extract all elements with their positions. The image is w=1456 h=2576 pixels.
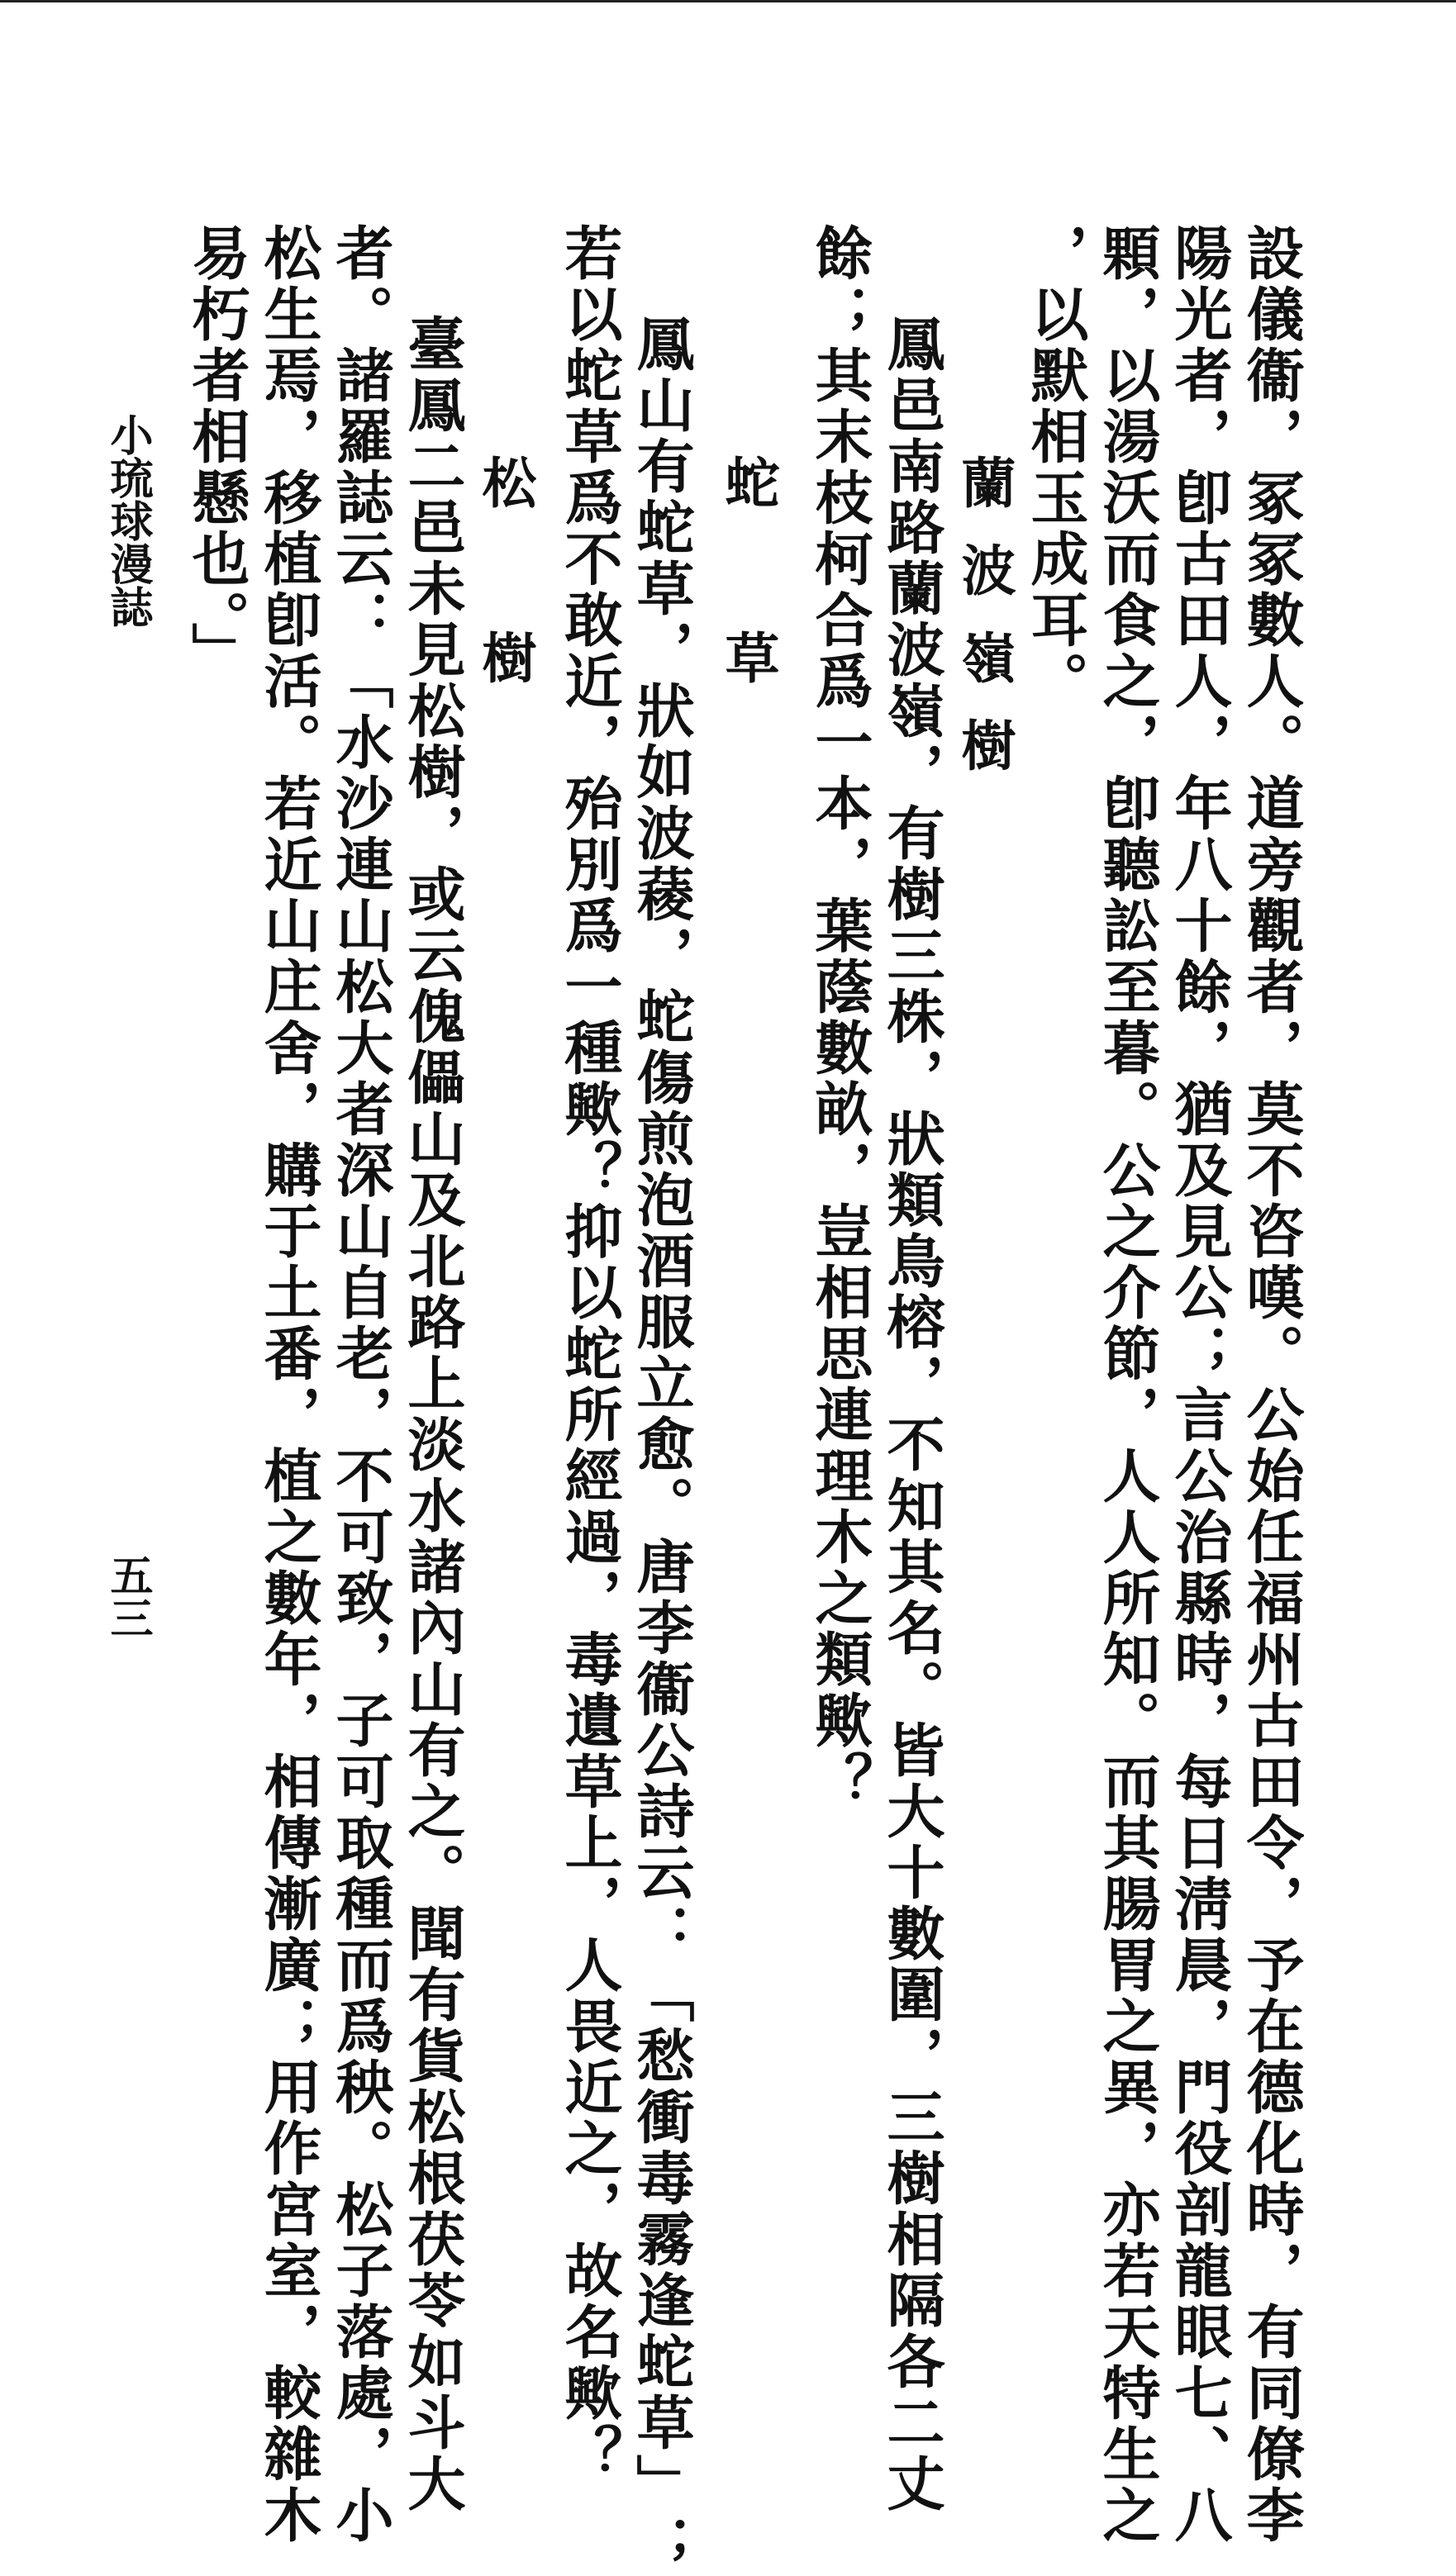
text-column: 陽光者，卽古田人，年八十餘，猶及見公；言公治縣時，每日淸晨，門役剖龍眼七、八 (1165, 223, 1234, 2546)
text-column: 鳳山有蛇草，狀如波薐，蛇傷煎泡酒服立愈。唐李衞公詩云：「愁衝毒霧逢蛇草」； (627, 314, 696, 2576)
page-number: 五三 (102, 1553, 153, 1639)
top-border-line (0, 0, 1456, 2)
text-column: 顆，以湯沃而食之，卽聽訟至暮。公之介節，人人所知。而其腸胃之異，亦若天特生之 (1093, 223, 1162, 2546)
text-column: 若以蛇草爲不敢近，殆別爲一種歟？抑以蛇所經過，毒遺草上，人畏近之，故名歟？ (555, 223, 624, 2485)
text-column: 設儀衞，冢冢數人。道旁觀者，莫不咨嘆。公始任福州古田令，予在德化時，有同僚李 (1237, 223, 1306, 2546)
section-heading: 蛇 草 (716, 454, 780, 717)
text-column: 者。諸羅誌云：「水沙連山松大者深山自老，不可致，子可取種而爲秧。松子落處，小 (326, 223, 395, 2546)
text-column: 臺鳳二邑未見松樹，或云傀儡山及北路上淡水諸內山有之。聞有貨松根茯苓如斗大 (398, 314, 467, 2515)
text-column: ，以默相玉成耳。 (1021, 223, 1090, 712)
text-column: 餘；其末枝柯合爲一本，葉蔭數畝，豈相思連理木之類歟？ (806, 223, 874, 1813)
text-column: 鳳邑南路蘭波嶺，有樹三株，狀類鳥榕，不知其名。皆大十數圍，三樹相隔各二丈 (878, 314, 946, 2515)
running-title: 小琉球漫誌 (102, 413, 153, 628)
text-column: 易朽者相懸也。」 (183, 223, 251, 683)
section-heading: 蘭波嶺樹 (952, 454, 1016, 805)
section-heading: 松 樹 (473, 454, 537, 717)
text-column: 松生焉，移植卽活。若近山庄舍，購于土番，植之數年，相傳漸廣；用作宮室，較雜木 (255, 223, 323, 2546)
